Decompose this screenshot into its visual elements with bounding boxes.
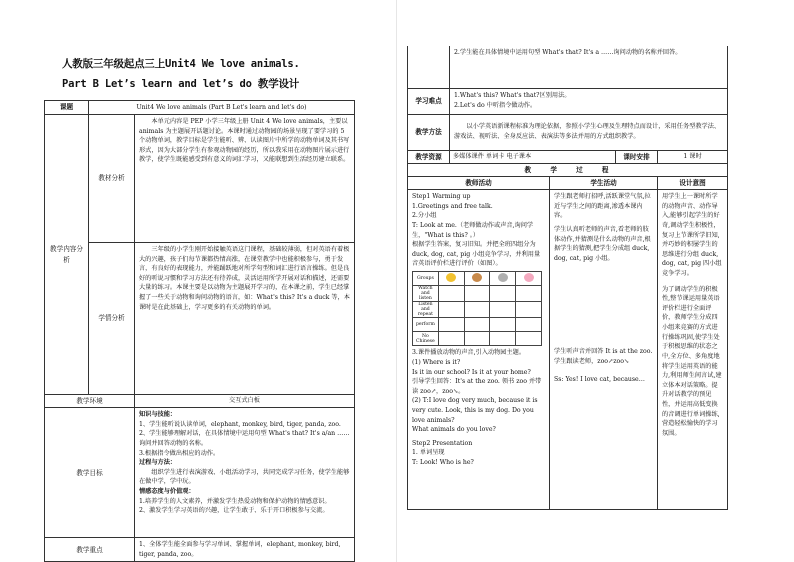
goal-item: 1.培养学生的人文素养，并激发学生热爱动物和保护动物的情感意识。 — [139, 497, 331, 505]
right-page — [397, 0, 794, 562]
grid-groups-header: Groups — [413, 272, 439, 286]
evaluation-grid — [412, 271, 542, 346]
teacher-step: 2.分小组 — [412, 212, 437, 220]
goals-label: 教学目标 — [45, 408, 135, 538]
student-step: 学生跟读老师，zoo↗zoo↘ — [554, 358, 630, 366]
environment-label: 教学环境 — [45, 395, 135, 408]
difficulty-cell — [450, 88, 728, 114]
textbook-analysis-text: 本单元内容是 PEP 小学三年级上册 Unit 4 We love animals，主要以 animals 为主题展开话题讨论。本课时通过动物园的场景呈现了要学习的 5 个动物单词，教学目标是学生能听、辨、认读图片中所学的动物单词及其书写形式，因为大部分学生有参观动物园的经历，所以我采用在动物图片展示进行教学，使学生既能感受到有意义的词汇学习，又能联想到生活经历建立联系。 — [135, 115, 355, 243]
student-step: 学生跟老师打招呼,活跃课堂气氛,拉近与学生之间的距离,渗透本课内容。 — [554, 193, 651, 220]
teacher-step: 引导学生回答：It's at the zoo. 领书 zoo 并带读 zoo↗，zoo↘。 — [412, 378, 542, 395]
goal-item: 组织学生进行表演游戏、小组活动学习，共同完成学习任务，使学生能够在做中学，学中玩。 — [139, 468, 350, 486]
teacher-step: (2) T:I love dog very much, because it is very cute. Look, this is my dog. Do you love animals? — [412, 397, 538, 424]
grid-row-label: Watch and listen — [413, 286, 439, 302]
cat-icon — [490, 272, 516, 286]
process-header: 教 学 过 程 — [408, 163, 728, 176]
design-intent-cell — [658, 190, 728, 510]
goal-heading-process: 过程与方法： — [139, 459, 177, 467]
document-title-line2: Part B Let’s learn and let’s do 教学设计 — [62, 78, 300, 90]
intent-text: 用学生上一课时所学的动物声音、动作导入,能够引起学生的好奇,调动学生积极性，复习上节课所学旧知,并巧妙的积屡学生的思维进行分组 duck, dog, cat, pig 四小组竞争学习。 — [662, 193, 722, 278]
hours-value: 1 课时 — [658, 150, 728, 163]
student-step: 学生听声音并回答 It is at the zoo. — [554, 348, 653, 356]
teacher-step: What animals do you love? — [412, 426, 496, 434]
student-analysis-label: 学情分析 — [89, 243, 135, 395]
document-title-line1: 人教版三年级起点三上Unit4 We love animals. — [62, 58, 300, 70]
difficulty-label: 学习难点 — [408, 88, 450, 114]
continued-goal-text: 2.学生能在具体情境中运用句型 What's that? It's a ……询问动物的名称并回答。 — [450, 46, 728, 88]
key-points-text: 1、全体学生能全面参与学习单词、掌握单词，elephant, monkey, bird, tiger, panda, zoo。 — [135, 538, 355, 562]
dog-icon — [464, 272, 490, 286]
teacher-step: T: Look at me.（老师做动作或声音,询问学生，"What is this? 。） — [412, 221, 534, 239]
goal-item: 3.根据指令做出相应的动作。 — [139, 449, 220, 457]
method-label: 教学方法 — [408, 114, 450, 150]
hours-label: 课时安排 — [616, 150, 658, 163]
goal-heading-knowledge: 知识与技能： — [139, 411, 177, 419]
col-teacher-activity: 教师活动 — [408, 176, 550, 189]
duck-icon — [438, 272, 464, 286]
intent-text: 为了调动学生的积极性,整节课运用量英语评价栏进行全面评价，教师学生分成四小组来竞赛的方式进行操练巩固,使学生处于积极思维的状态之中,全方位、多角度地将学生运用英语的能力,利用师生间言试,建立体本对话策略。提升对话教学的预见性，并运用高低变换的音调进行单词操练,营造轻松愉快的学习氛围。 — [662, 285, 722, 437]
student-analysis-text: 三年级的小学生刚开始接触英语这门课程，基础较薄弱，但对英语有着极大的兴趣，孩子们每节课都热情高涨，在课堂教学中也能积极参与，勇于发言，有良好的表现能力，并能踊跃地对所学句型和词汇进行语言操练。但是良好的听说习惯和学习方法还有待养成，灵活运用所学开展对话和描述，还需要大量的练习。本课主要是以动物为主题展开学习的，在本课之前，学生已经掌握了一些关于动物和询问动物的语言，如：What's this? It's a duck 等，本课时是在此基础上，学习更多的有关动物的单词。 — [135, 243, 355, 395]
student-activity-cell — [550, 190, 658, 510]
topic-value: Unit4 We love animals (Part B Let's learn and let's do) — [89, 101, 355, 115]
pig-icon — [516, 272, 542, 286]
teacher-step: 1.Greetings and free talk. — [412, 202, 493, 210]
lesson-plan-table-left — [44, 100, 355, 562]
topic-label: 课题 — [45, 101, 89, 115]
textbook-analysis-label: 教材分析 — [89, 115, 135, 243]
student-step: Ss: Yes! I love cat, because… — [554, 375, 645, 383]
goal-item: 2、激发学生学习英语的兴趣，让学生敢于、乐于开口积极参与交流。 — [139, 507, 329, 515]
teacher-step: 根据学生答案，复习旧知。并把全班四组分为 duck, dog, cat, pig 小组竞争学习，并利用量音英语评价栏进行评价（如图）。 — [412, 241, 541, 268]
difficulty-item: 1.What's this? What's that?区别用法。 — [454, 92, 571, 100]
teacher-step: 1. 单词呈现 — [412, 449, 445, 457]
resources-value: 多媒体课件 单词卡 电子课本 — [450, 150, 616, 163]
goal-heading-attitude: 情感态度与价值观： — [139, 488, 195, 496]
teacher-step: (1) Where is it? — [412, 358, 461, 366]
teacher-step: 3.课件播放动物的声音,引入动物园主题。 — [412, 349, 526, 357]
teacher-step: T: Look! Who is he? — [412, 459, 474, 467]
method-text: 以小学英语新课程标准为理论依据，参照小学生心理及生理特点而设计，采用任务型教学法、游戏法、视听法、全身反应法、表演法等多法并用的方式组织教学。 — [450, 114, 728, 150]
teacher-step: Step2 Presentation — [412, 439, 473, 447]
difficulty-item: 2.Let's do 中听指令做动作。 — [454, 102, 537, 109]
goal-item: 1、学生能听说认读单词，elephant, monkey, bird, tiger, panda, zoo. — [139, 420, 341, 428]
student-step: 学生认真听老师的声音,看老师的肢体动作,并猜测是什么动物的声音,根据学生的猜测,把学生分成组 duck, dog, cat, pig 小组。 — [554, 225, 651, 262]
teacher-activity-cell — [408, 190, 550, 510]
goals-cell — [135, 408, 355, 538]
grid-row-label: perform — [413, 318, 439, 332]
lesson-plan-table-right — [407, 46, 728, 510]
col-design-intent: 设计意图 — [658, 176, 728, 189]
content-analysis-label: 教学内容分析 — [45, 115, 89, 395]
environment-value: 交互式白板 — [135, 395, 355, 408]
key-points-label: 教学重点 — [45, 538, 135, 562]
col-student-activity: 学生活动 — [550, 176, 658, 189]
grid-row-label: Listen and repeat — [413, 302, 439, 318]
goal-item: 2、学生能够理解对话，在具体情境中运用句型 What's that? It's a/an ……询问并回答动物的名称。 — [139, 430, 350, 448]
resources-label: 教学资源 — [408, 150, 450, 163]
continued-blank-label — [408, 46, 450, 88]
teacher-step: Is it in our school? Is it at your home? — [412, 368, 531, 376]
grid-row-label: No Chinese — [413, 332, 439, 346]
teacher-step: Step1 Warming up — [412, 193, 471, 201]
